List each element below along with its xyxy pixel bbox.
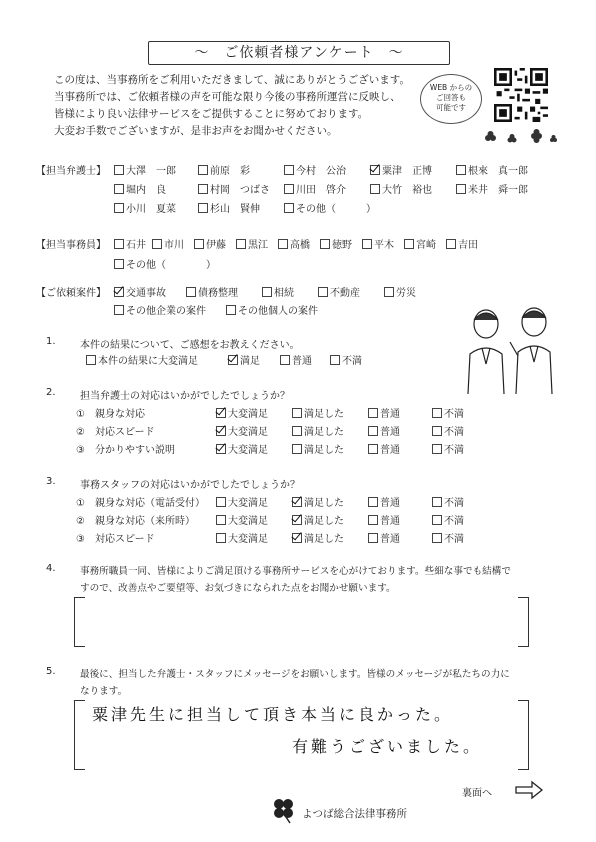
case-section-label: 【ご依頼案件】 xyxy=(36,288,106,299)
item-label: ③ 対応スピード xyxy=(76,534,155,545)
checkbox xyxy=(292,444,302,454)
checkbox xyxy=(86,355,96,365)
checkbox xyxy=(404,239,414,249)
answer-bracket-right xyxy=(518,700,529,770)
answer-option[interactable]: 満足した xyxy=(292,530,368,545)
answer-option[interactable]: 不満 xyxy=(432,405,464,420)
checkbox xyxy=(368,408,378,418)
answer-bracket-right xyxy=(518,597,529,647)
checkbox xyxy=(368,533,378,543)
checkbox-checked xyxy=(114,287,124,297)
answer-bracket-left xyxy=(74,597,85,647)
staff-option[interactable]: 徳野 xyxy=(320,236,362,251)
page-title: ～ ご依頼者様アンケート ～ xyxy=(148,41,450,65)
staff-option[interactable]: 市川 xyxy=(152,236,194,251)
checkbox xyxy=(114,165,124,175)
answer-option[interactable]: 普通 xyxy=(368,423,432,438)
handwritten-message[interactable]: 有難うございました。 xyxy=(292,737,483,756)
q2-row xyxy=(76,441,464,456)
lawyer-option[interactable]: 川田 啓介 xyxy=(284,181,370,196)
handwritten-message[interactable]: 粟津先生に担当して頂き本当に良かった。 xyxy=(92,705,454,724)
question-text: 事務スタッフの対応はいかがでしたでしょうか？ xyxy=(80,480,300,491)
checkbox xyxy=(280,355,290,365)
clover-decoration-icon xyxy=(480,126,560,150)
checkbox xyxy=(198,184,208,194)
staff-option[interactable]: 平木 xyxy=(362,236,404,251)
arrow-right-icon[interactable] xyxy=(514,780,544,800)
checkbox xyxy=(362,239,372,249)
checkbox xyxy=(152,239,162,249)
answer-option[interactable]: 大変満足 xyxy=(216,423,292,438)
staff-option[interactable]: 伊藤 xyxy=(194,236,236,251)
question-text: すので、改善点やご要望等、お気づきになられた点をお聞かせ願います。 xyxy=(80,583,396,594)
question-text: なります。 xyxy=(80,686,128,697)
lawyer-option[interactable]: 小川 夏菜 xyxy=(114,200,198,215)
checkbox xyxy=(216,533,226,543)
lawyer-option[interactable]: 今村 公治 xyxy=(284,162,370,177)
intro-line: 当事務所では、ご依頼者様の声を可能な限り今後の事務所運営に反映し、 xyxy=(54,91,401,103)
staff-option[interactable]: 石井 xyxy=(114,236,152,251)
answer-option[interactable]: 本件の結果に大変満足 xyxy=(86,352,228,367)
question-number: 2. xyxy=(46,387,56,398)
staff-row xyxy=(36,236,478,251)
staff-option[interactable]: その他（ ） xyxy=(114,256,216,271)
checkbox xyxy=(432,497,442,507)
case-option[interactable]: その他企業の案件 xyxy=(114,302,226,317)
answer-option[interactable]: 満足 xyxy=(228,352,280,367)
answer-option[interactable]: 大変満足 xyxy=(216,405,292,420)
case-row xyxy=(114,302,318,317)
item-label: ① 親身な対応 xyxy=(76,409,145,420)
checkbox xyxy=(330,355,340,365)
case-row xyxy=(36,284,416,299)
answer-option[interactable]: 普通 xyxy=(368,441,432,456)
answer-option[interactable]: 大変満足 xyxy=(216,494,292,509)
next-page-label: 裏面へ xyxy=(462,788,492,799)
answer-option[interactable]: 普通 xyxy=(280,352,330,367)
lawyer-row xyxy=(114,200,376,215)
q3-row xyxy=(76,494,464,509)
q3-row xyxy=(76,530,464,545)
lawyer-option[interactable]: 米井 舜一郎 xyxy=(456,181,528,196)
intro-line: 皆様により良い法律サービスをご提供することに努めております。 xyxy=(54,108,369,120)
answer-option[interactable]: 不満 xyxy=(432,530,464,545)
intro-line: 大変お手数でございますが、是非お声をお聞かせください。 xyxy=(54,125,338,137)
answer-option[interactable]: 不満 xyxy=(432,423,464,438)
answer-option[interactable]: 不満 xyxy=(432,494,464,509)
question-number: 1. xyxy=(46,336,56,347)
answer-option[interactable]: 不満 xyxy=(330,352,362,367)
answer-bracket-left xyxy=(74,700,85,770)
question-number: 5. xyxy=(46,666,56,677)
intro-text xyxy=(54,72,434,140)
checkbox xyxy=(284,165,294,175)
answer-option[interactable]: 普通 xyxy=(368,512,432,527)
case-option[interactable]: 債務整理 xyxy=(186,284,262,299)
checkbox xyxy=(292,408,302,418)
checkbox xyxy=(456,165,466,175)
checkbox xyxy=(114,239,124,249)
checkbox xyxy=(114,203,124,213)
staff-illustration-icon xyxy=(462,302,562,397)
checkbox xyxy=(318,287,328,297)
staff-option[interactable]: 吉田 xyxy=(446,236,478,251)
answer-option[interactable]: 大変満足 xyxy=(216,441,292,456)
staff-option[interactable]: 高橋 xyxy=(278,236,320,251)
feedback-area[interactable] xyxy=(86,598,516,644)
checkbox xyxy=(278,239,288,249)
answer-option[interactable]: 大変満足 xyxy=(216,512,292,527)
office-name: よつば総合法律事務所 xyxy=(302,808,407,820)
lawyer-option[interactable]: 前原 彩 xyxy=(198,162,284,177)
answer-option[interactable]: 普通 xyxy=(368,405,432,420)
lawyer-row xyxy=(114,181,528,196)
case-option[interactable]: 労災 xyxy=(384,284,416,299)
checkbox xyxy=(370,184,380,194)
item-label: ② 親身な対応（来所時） xyxy=(76,516,195,527)
item-label: ② 対応スピード xyxy=(76,427,155,438)
lawyer-option[interactable]: 杉山 賢伸 xyxy=(198,200,284,215)
case-option[interactable]: 不動産 xyxy=(318,284,384,299)
answer-option[interactable]: 大変満足 xyxy=(216,530,292,545)
intro-line: この度は、当事務所をご利用いただきまして、誠にありがとうございます。 xyxy=(54,74,410,86)
item-label: ① 親身な対応（電話受付） xyxy=(76,498,205,509)
checkbox xyxy=(114,184,124,194)
checkbox xyxy=(236,239,246,249)
checkbox xyxy=(368,497,378,507)
checkbox xyxy=(432,444,442,454)
checkbox-checked xyxy=(216,408,226,418)
staff-section-label: 【担当事務員】 xyxy=(36,240,106,251)
checkbox xyxy=(284,203,294,213)
question-text: 本件の結果について、ご感想をお教えください。 xyxy=(80,340,300,351)
answer-option[interactable]: 満足した xyxy=(292,494,368,509)
answer-option[interactable]: 不満 xyxy=(432,441,464,456)
case-option[interactable]: 交通事故 xyxy=(114,284,186,299)
checkbox xyxy=(114,259,124,269)
bubble-line: 可能です xyxy=(436,103,466,112)
case-option[interactable]: その他個人の案件 xyxy=(226,302,318,317)
answer-option[interactable]: 普通 xyxy=(368,530,432,545)
question-number: 3. xyxy=(46,476,56,487)
checkbox xyxy=(114,305,124,315)
checkbox xyxy=(186,287,196,297)
checkbox xyxy=(226,305,236,315)
checkbox xyxy=(284,184,294,194)
checkbox xyxy=(432,426,442,436)
lawyer-option[interactable]: 大澤 一郎 xyxy=(114,162,198,177)
checkbox-checked xyxy=(370,165,380,175)
case-option[interactable]: 相続 xyxy=(262,284,318,299)
checkbox xyxy=(320,239,330,249)
checkbox-checked xyxy=(292,533,302,543)
q2-row xyxy=(76,423,464,438)
staff-option[interactable]: 黒江 xyxy=(236,236,278,251)
checkbox xyxy=(198,203,208,213)
checkbox xyxy=(216,515,226,525)
checkbox xyxy=(292,426,302,436)
lawyer-section-label: 【担当弁護士】 xyxy=(36,166,106,177)
checkbox-checked xyxy=(216,444,226,454)
lawyer-option[interactable]: 根來 真一郎 xyxy=(456,162,528,177)
question-text: 最後に、担当した弁護士・スタッフにメッセージをお願いします。皆様のメッセージが私たちの力に xyxy=(80,669,510,680)
checkbox xyxy=(194,239,204,249)
checkbox xyxy=(384,287,394,297)
web-answer-bubble xyxy=(420,74,482,124)
checkbox xyxy=(368,515,378,525)
answer-option[interactable]: 満足した xyxy=(292,441,368,456)
answer-option[interactable]: 満足した xyxy=(292,512,368,527)
bubble-line: WEB からの xyxy=(429,83,473,92)
checkbox-checked xyxy=(216,426,226,436)
checkbox xyxy=(432,515,442,525)
lawyer-option[interactable]: 村岡 つばさ xyxy=(198,181,284,196)
lawyer-option[interactable]: 粟津 正博 xyxy=(370,162,456,177)
answer-option[interactable]: 不満 xyxy=(432,512,464,527)
checkbox xyxy=(368,444,378,454)
answer-option[interactable]: 満足した xyxy=(292,423,368,438)
checkbox xyxy=(368,426,378,436)
checkbox xyxy=(262,287,272,297)
answer-option[interactable]: 満足した xyxy=(292,405,368,420)
checkbox xyxy=(432,408,442,418)
lawyer-option[interactable]: 大竹 裕也 xyxy=(370,181,456,196)
clover-logo-icon xyxy=(268,794,300,824)
checkbox xyxy=(456,184,466,194)
checkbox xyxy=(198,165,208,175)
q2-row xyxy=(76,405,464,420)
question-text: 担当弁護士の対応はいかがでしたでしょうか？ xyxy=(80,391,290,402)
staff-option[interactable]: 宮崎 xyxy=(404,236,446,251)
question-number: 4. xyxy=(46,563,56,574)
checkbox-checked xyxy=(228,355,238,365)
lawyer-option[interactable]: その他（ ） xyxy=(284,200,376,215)
item-label: ③ 分かりやすい説明 xyxy=(76,445,175,456)
checkbox-checked xyxy=(292,497,302,507)
q1-answers xyxy=(86,352,362,367)
staff-row xyxy=(114,256,216,271)
q3-row xyxy=(76,512,464,527)
answer-option[interactable]: 普通 xyxy=(368,494,432,509)
checkbox xyxy=(446,239,456,249)
checkbox xyxy=(216,497,226,507)
question-text: 事務所職員一同、皆様によりご満足頂ける事務所サービスを心がけております。些細な事でも結構で xyxy=(80,566,511,577)
lawyer-row xyxy=(36,162,528,177)
bubble-line: ご回答も xyxy=(436,93,466,102)
lawyer-option[interactable]: 堀内 良 xyxy=(114,181,198,196)
checkbox xyxy=(432,533,442,543)
checkbox-checked xyxy=(292,515,302,525)
qr-code-icon[interactable] xyxy=(494,68,548,122)
